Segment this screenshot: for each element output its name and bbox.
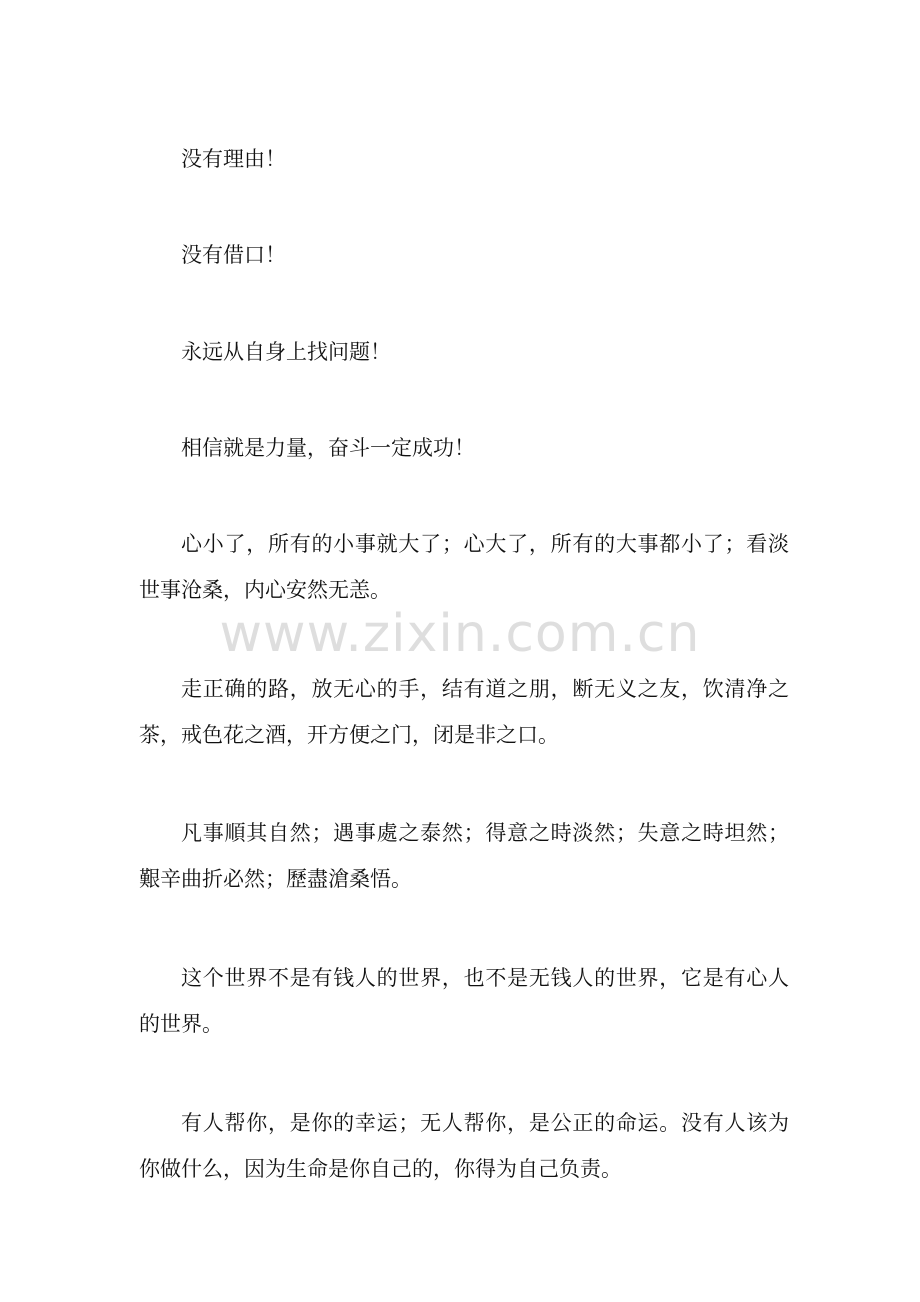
paragraph-8: 这个世界不是有钱人的世界，也不是无钱人的世界，它是有心人的世界。 (139, 966, 789, 1036)
paragraph-5: 心小了，所有的小事就大了；心大了，所有的大事都小了；看淡世事沧桑，内心安然无恙。 (139, 532, 789, 602)
paragraph-6: 走正确的路，放无心的手，结有道之朋，断无义之友，饮清净之茶，戒色花之酒，开方便之门，闭是非之口。 (139, 677, 789, 747)
paragraph-4: 相信就是力量，奋斗一定成功！ (181, 436, 475, 460)
watermark: www.zixin.com.cn (219, 604, 701, 664)
paragraph-1: 没有理由！ (181, 147, 286, 171)
paragraph-2: 没有借口！ (181, 243, 286, 267)
paragraph-3: 永远从自身上找问题！ (181, 340, 391, 364)
paragraph-9: 有人帮你，是你的幸运；无人帮你，是公正的命运。没有人该为你做什么，因为生命是你自己的，你得为自己负责。 (139, 1111, 789, 1181)
paragraph-7: 凡事順其自然；遇事處之泰然；得意之時淡然；失意之時坦然；艱辛曲折必然；歷盡滄桑悟。 (139, 821, 789, 891)
